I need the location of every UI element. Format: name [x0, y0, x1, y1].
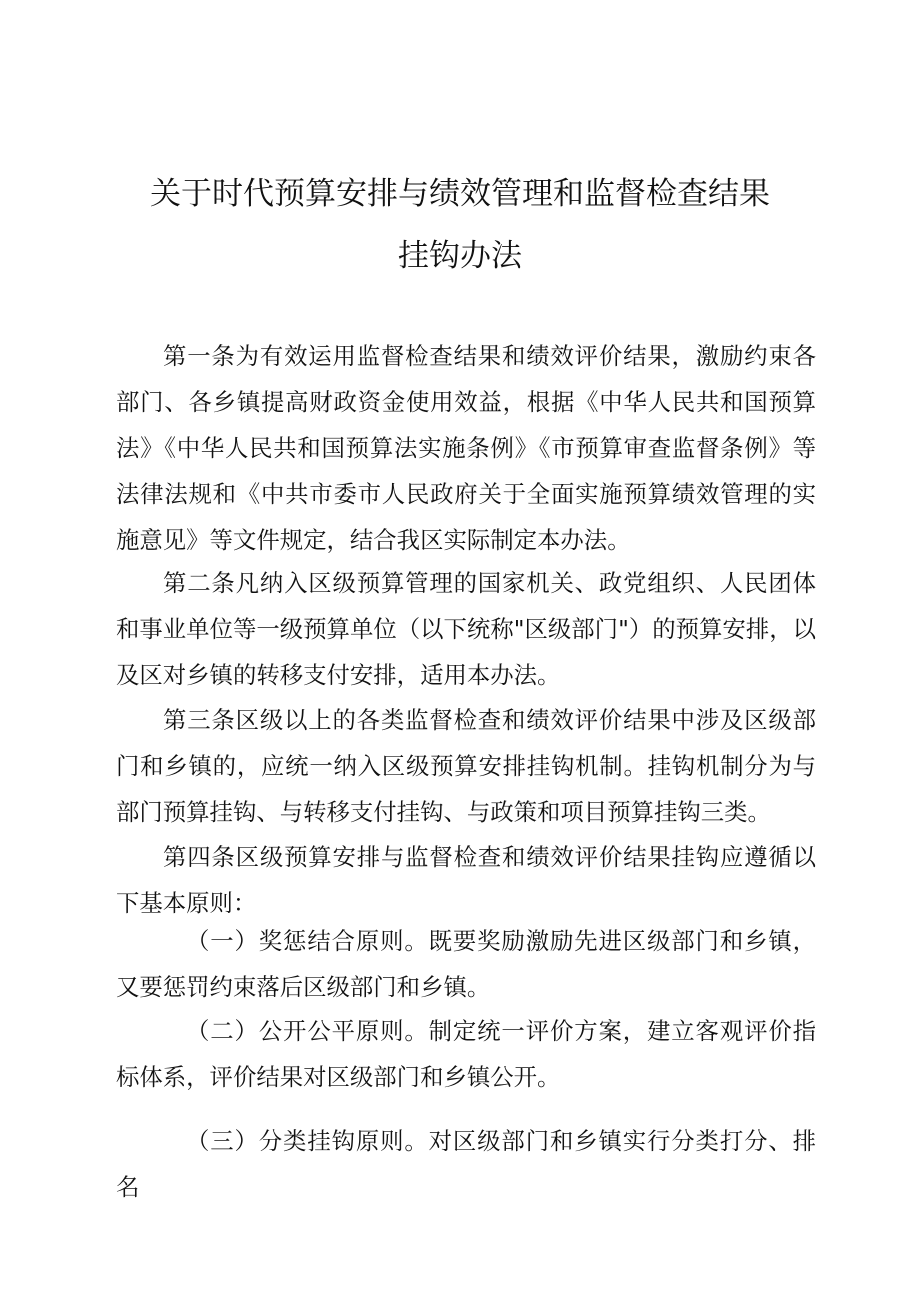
- document-title-line-2: 挂钩办法: [398, 238, 522, 274]
- principle-1-paragraph: （一）奖惩结合原则。既要奖励激励先进区级部门和乡镇，又要惩罚约束落后区级部门和乡镇。: [116, 927, 816, 1001]
- document-title-line-1: 关于时代预算安排与绩效管理和监督检查结果: [150, 176, 770, 212]
- principle-2-paragraph: （二）公开公平原则。制定统一评价方案，建立客观评价指标体系，评价结果对区级部门和乡镇公开。: [116, 1017, 816, 1091]
- article-4-paragraph: 第四条区级预算安排与监督检查和绩效评价结果挂钩应遵循以下基本原则：: [116, 843, 816, 917]
- article-1-paragraph: 第一条为有效运用监督检查结果和绩效评价结果，激励约束各部门、各乡镇提高财政资金使用效益，根据《中华人民共和国预算法》《中华人民共和国预算法实施条例》《市预算审查监督条例》等法律法规和《中共市委市人民政府关于全面实施预算绩效管理的实施意见》等文件规定，结合我区实际制定本办法。: [116, 342, 816, 554]
- article-3-paragraph: 第三条区级以上的各类监督检查和绩效评价结果中涉及区级部门和乡镇的，应统一纳入区级预算安排挂钩机制。挂钩机制分为与部门预算挂钩、与转移支付挂钩、与政策和项目预算挂钩三类。: [116, 706, 816, 826]
- article-2-paragraph: 第二条凡纳入区级预算管理的国家机关、政党组织、人民团体和事业单位等一级预算单位（以下统称"区级部门"）的预算安排，以及区对乡镇的转移支付安排，适用本办法。: [116, 569, 816, 689]
- principle-3-paragraph: （三）分类挂钩原则。对区级部门和乡镇实行分类打分、排名: [116, 1127, 816, 1201]
